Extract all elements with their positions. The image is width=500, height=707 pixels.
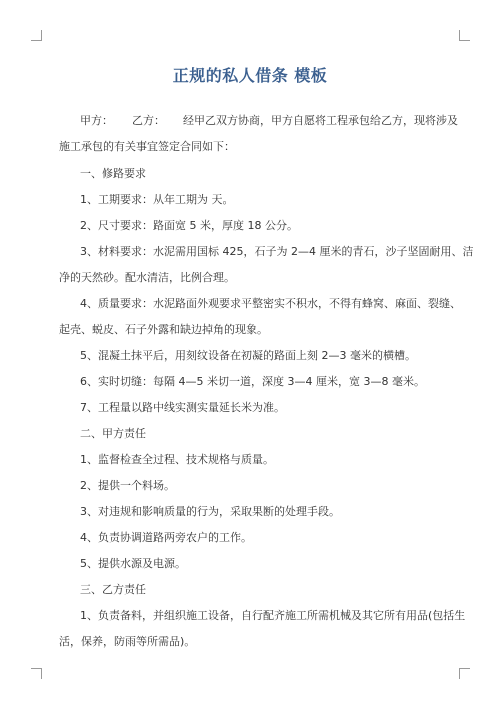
crop-mark-bottom-left xyxy=(31,668,42,679)
item-text: 1、监督检查全过程、技术规格与质量。 xyxy=(80,453,274,466)
party-b-label: 乙方： xyxy=(132,114,165,127)
item-text: 6、实时切缝：每隔 4—5 米切一道，深度 3—4 厘米，宽 3—8 毫米。 xyxy=(80,375,425,388)
item-text: 4、质量要求：水泥路面外观要求平整密实不积水，不得有蜂窝、麻面、裂缝、 xyxy=(80,297,461,310)
item-text: 活，保养，防雨等所需品)。 xyxy=(59,635,196,648)
section-1-heading: 一、修路要求 xyxy=(80,167,146,180)
section-3-heading: 三、乙方责任 xyxy=(80,583,146,596)
item-text: 1、工期要求：从年工期为 天。 xyxy=(80,193,234,206)
item-text: 1、负责备料，并组织施工设备，自行配齐施工所需机械及其它所有用品(包括生 xyxy=(80,609,466,622)
item-text: 5、提供水源及电源。 xyxy=(80,557,186,570)
item-text: 7、工程量以路中线实测实量延长米为准。 xyxy=(80,401,285,414)
item-text: 2、提供一个料场。 xyxy=(80,479,175,492)
item-text: 3、材料要求：水泥需用国标 425，石子为 2—4 厘米的青石，沙子坚固耐用、洁 xyxy=(80,245,474,258)
item-text: 净的天然砂。配水清洁，比例合理。 xyxy=(59,271,235,284)
section-2-heading: 二、甲方责任 xyxy=(80,427,146,440)
item-text: 起壳、蜕皮、石子外露和缺边掉角的现象。 xyxy=(59,323,268,336)
document-title: 正规的私人借条 模板 xyxy=(172,66,328,85)
item-text: 2、尺寸要求：路面宽 5 米，厚度 18 公分。 xyxy=(80,219,298,232)
item-text: 4、负责协调道路两旁农户的工作。 xyxy=(80,531,252,544)
crop-mark-top-right xyxy=(459,30,470,41)
crop-mark-top-left xyxy=(31,30,42,41)
party-a-label: 甲方： xyxy=(80,114,113,127)
item-text: 3、对违规和影响质量的行为，采取果断的处理手段。 xyxy=(80,505,340,518)
intro-text-1: 经甲乙双方协商，甲方自愿将工程承包给乙方，现将涉及 xyxy=(183,114,458,127)
intro-text-2: 施工承包的有关事宜签定合同如下： xyxy=(59,140,235,153)
crop-mark-bottom-right xyxy=(459,668,470,679)
item-text: 5、混凝土抹平后，用刻纹设备在初凝的路面上刻 2—3 毫米的横槽。 xyxy=(80,349,416,362)
